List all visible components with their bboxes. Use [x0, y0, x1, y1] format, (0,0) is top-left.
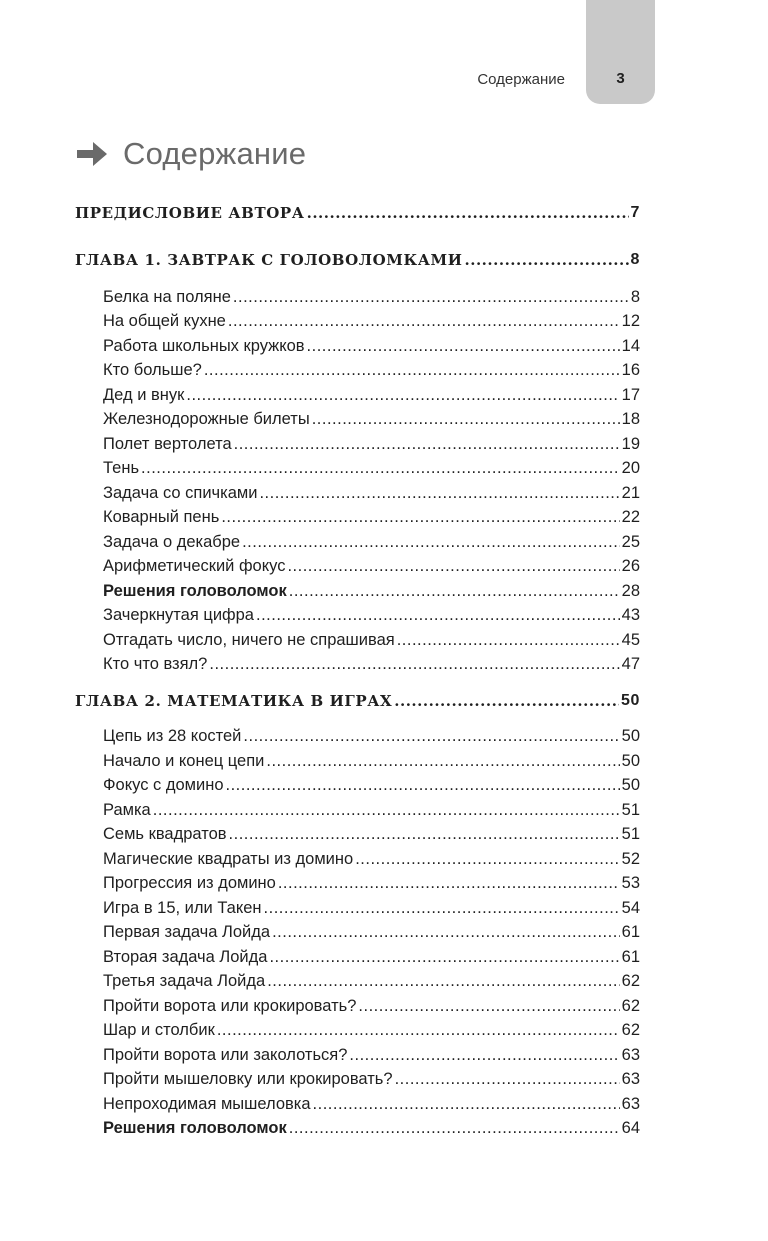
dot-leader	[209, 655, 619, 674]
dot-leader	[141, 459, 620, 478]
toc-title: ПРЕДИСЛОВИЕ АВТОРА	[75, 204, 305, 222]
dot-leader	[228, 312, 620, 331]
toc-page: 28	[621, 582, 640, 600]
toc-entry-solutions[interactable]	[103, 1114, 640, 1138]
dot-leader	[307, 204, 629, 222]
toc-entry[interactable]	[103, 845, 640, 869]
toc-page: 50	[621, 727, 640, 745]
toc-entry[interactable]	[103, 430, 640, 454]
toc-page: 50	[621, 692, 640, 709]
toc-entry[interactable]	[103, 894, 640, 918]
toc-page: 8	[630, 288, 640, 306]
toc-page: 16	[621, 361, 640, 379]
dot-leader	[204, 361, 620, 380]
toc-page: 17	[621, 386, 640, 404]
toc-title: Тень	[103, 459, 140, 477]
toc-title: Игра в 15, или Такен	[103, 899, 262, 917]
toc-title: Решения головоломок	[103, 1119, 287, 1137]
toc-entry[interactable]	[103, 918, 640, 942]
toc-entry-solutions[interactable]	[103, 577, 640, 601]
toc-title: Дед и внук	[103, 386, 185, 404]
toc-page: 26	[621, 557, 640, 575]
dot-leader	[289, 582, 620, 601]
toc-entry[interactable]	[103, 356, 640, 380]
toc-title: Непроходимая мышеловка	[103, 1095, 311, 1113]
toc-entry[interactable]	[103, 1065, 640, 1089]
toc-entry[interactable]	[103, 1090, 640, 1114]
dot-leader	[269, 948, 619, 967]
dot-leader	[226, 776, 620, 795]
toc-page: 53	[621, 874, 640, 892]
page-title: Содержание	[123, 136, 307, 171]
toc-title: Пройти ворота или заколоться?	[103, 1046, 348, 1064]
toc-entry[interactable]	[103, 381, 640, 405]
dot-leader	[259, 484, 619, 503]
toc-entry[interactable]	[103, 626, 640, 650]
dot-leader	[221, 508, 619, 527]
page-number: 3	[616, 70, 625, 87]
toc-page: 19	[621, 435, 640, 453]
dot-leader	[465, 251, 629, 269]
toc-chapter-2[interactable]	[75, 686, 640, 710]
toc-entry[interactable]	[103, 332, 640, 356]
toc-entry[interactable]	[103, 405, 640, 429]
toc-title: ГЛАВА 1. ЗАВТРАК С ГОЛОВОЛОМКАМИ	[75, 251, 463, 269]
toc-page: 20	[621, 459, 640, 477]
toc-entry[interactable]	[103, 528, 640, 552]
dot-leader	[234, 435, 620, 454]
arrow-right-icon	[75, 139, 109, 169]
toc-title: ГЛАВА 2. МАТЕМАТИКА В ИГРАХ	[75, 692, 393, 710]
toc-preface[interactable]	[75, 198, 640, 222]
dot-leader	[289, 1119, 620, 1138]
toc-entry[interactable]	[103, 992, 640, 1016]
toc-page: 7	[630, 204, 640, 221]
toc-page: 8	[630, 251, 640, 268]
toc-title: Полет вертолета	[103, 435, 232, 453]
toc-page: 62	[621, 1021, 640, 1039]
toc-title: Семь квадратов	[103, 825, 227, 843]
toc-page: 12	[621, 312, 640, 330]
toc-entry[interactable]	[103, 771, 640, 795]
toc-title: Коварный пень	[103, 508, 220, 526]
toc-entry[interactable]	[103, 722, 640, 746]
toc-page: 62	[621, 972, 640, 990]
toc-heading	[75, 134, 306, 174]
dot-leader	[272, 923, 620, 942]
dot-leader	[312, 410, 620, 429]
toc-entry[interactable]	[103, 747, 640, 771]
toc-entry[interactable]	[103, 1041, 640, 1065]
toc-title: Третья задача Лойда	[103, 972, 266, 990]
toc-page: 61	[621, 923, 640, 941]
toc-page: 21	[621, 484, 640, 502]
toc-entry[interactable]	[103, 820, 640, 844]
toc-page: 50	[621, 752, 640, 770]
dot-leader	[287, 557, 619, 576]
toc-title: Шар и столбик	[103, 1021, 215, 1039]
toc-page: 52	[621, 850, 640, 868]
toc-entry[interactable]	[103, 454, 640, 478]
dot-leader	[355, 850, 619, 869]
toc-title: Отгадать число, ничего не спрашивая	[103, 631, 395, 649]
toc-title: Задача со спичками	[103, 484, 258, 502]
toc-entry[interactable]	[103, 283, 640, 307]
dot-leader	[394, 692, 619, 710]
toc-title: Пройти мышеловку или крокировать?	[103, 1070, 393, 1088]
toc-entry[interactable]	[103, 1016, 640, 1040]
dot-leader	[229, 825, 620, 844]
toc-page: 50	[621, 776, 640, 794]
toc-entry[interactable]	[103, 503, 640, 527]
toc-page: 51	[621, 801, 640, 819]
toc-title: Зачеркнутая цифра	[103, 606, 254, 624]
toc-title: Арифметический фокус	[103, 557, 286, 575]
toc-page: 18	[621, 410, 640, 428]
dot-leader	[256, 606, 620, 625]
toc-page: 64	[621, 1119, 640, 1137]
toc-page: 47	[621, 655, 640, 673]
dot-leader	[307, 337, 620, 356]
toc-page: 63	[621, 1095, 640, 1113]
toc-page: 14	[621, 337, 640, 355]
dot-leader	[395, 1070, 620, 1089]
toc-title: Прогрессия из домино	[103, 874, 276, 892]
dot-leader	[243, 727, 619, 746]
toc-title: Белка на поляне	[103, 288, 231, 306]
toc-title: Вторая задача Лойда	[103, 948, 268, 966]
dot-leader	[397, 631, 620, 650]
toc-title: Решения головоломок	[103, 582, 287, 600]
toc-title: Цепь из 28 костей	[103, 727, 242, 745]
toc-title: Магические квадраты из домино	[103, 850, 354, 868]
toc-entry[interactable]	[103, 967, 640, 991]
toc-title: Кто что взял?	[103, 655, 208, 673]
toc-title: Фокус с домино	[103, 776, 224, 794]
toc-entry[interactable]	[103, 650, 640, 674]
dot-leader	[266, 752, 619, 771]
dot-leader	[264, 899, 620, 918]
dot-leader	[358, 997, 619, 1016]
toc-title: Кто больше?	[103, 361, 202, 379]
toc-page: 63	[621, 1046, 640, 1064]
toc-page: 62	[621, 997, 640, 1015]
dot-leader	[153, 801, 620, 820]
toc-page: 25	[621, 533, 640, 551]
toc-entry[interactable]	[103, 307, 640, 331]
toc-title: На общей кухне	[103, 312, 226, 330]
running-header: Содержание	[477, 71, 565, 88]
toc-entry[interactable]	[103, 479, 640, 503]
toc-page: 45	[621, 631, 640, 649]
dot-leader	[233, 288, 629, 307]
toc-title: Начало и конец цепи	[103, 752, 265, 770]
toc-title: Пройти ворота или крокировать?	[103, 997, 357, 1015]
toc-page: 63	[621, 1070, 640, 1088]
dot-leader	[267, 972, 619, 991]
toc-chapter-1[interactable]	[75, 245, 640, 269]
toc-title: Работа школьных кружков	[103, 337, 305, 355]
toc-page: 61	[621, 948, 640, 966]
toc-entry[interactable]	[103, 869, 640, 893]
dot-leader	[278, 874, 620, 893]
dot-leader	[313, 1095, 620, 1114]
toc-page: 51	[621, 825, 640, 843]
dot-leader	[186, 386, 619, 405]
dot-leader	[242, 533, 620, 552]
dot-leader	[217, 1021, 620, 1040]
toc-entry[interactable]	[103, 943, 640, 967]
toc-title: Первая задача Лойда	[103, 923, 271, 941]
page-corner-tab	[586, 0, 655, 104]
toc-entry[interactable]	[103, 796, 640, 820]
dot-leader	[349, 1046, 619, 1065]
toc-title: Задача о декабре	[103, 533, 241, 551]
toc-page: 43	[621, 606, 640, 624]
toc-entry[interactable]	[103, 601, 640, 625]
toc-title: Железнодорожные билеты	[103, 410, 310, 428]
toc-page: 22	[621, 508, 640, 526]
toc-title: Рамка	[103, 801, 151, 819]
toc-entry[interactable]	[103, 552, 640, 576]
toc-page: 54	[621, 899, 640, 917]
